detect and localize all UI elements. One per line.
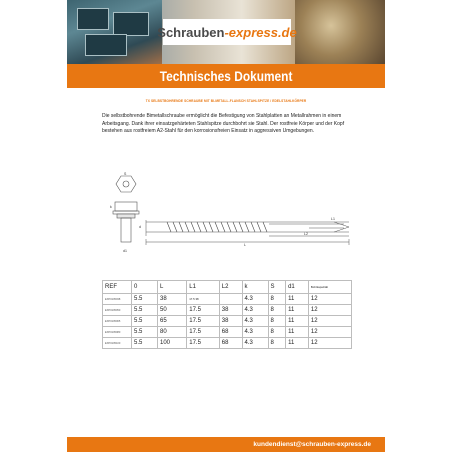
title-banner xyxy=(67,64,385,88)
cell: 5.5 xyxy=(132,316,158,327)
document-page xyxy=(67,0,385,452)
product-subtitle: TX SELBSTBOHRENDE SCHRAUBE MIT BI-METALL-FLANSCH STAHLSPITZE / EDELSTAHLKÖRPER xyxy=(145,99,307,103)
flange xyxy=(113,211,139,214)
brand-logo xyxy=(157,19,297,45)
cell: 100 xyxy=(158,338,187,349)
label-l: L xyxy=(244,243,246,247)
cell: 50 xyxy=(158,305,187,316)
cell: 8 xyxy=(268,316,286,327)
footer-bar xyxy=(67,437,385,452)
hex-head-top-view xyxy=(116,176,136,192)
col-ref: REF xyxy=(103,281,132,294)
label-d1: d1 xyxy=(123,249,127,253)
cell: 4.3 xyxy=(242,338,268,349)
label-l2: L2 xyxy=(304,232,308,236)
cell: 4.3 xyxy=(242,327,268,338)
workbench-photo xyxy=(67,0,162,64)
technical-drawing xyxy=(109,170,354,255)
cell: 12 xyxy=(308,338,351,349)
table-row xyxy=(103,316,352,327)
cell: 4.3 xyxy=(242,305,268,316)
cell: 5.5 xyxy=(132,305,158,316)
cell: 11 xyxy=(286,316,309,327)
cell: 12 xyxy=(308,316,351,327)
logo-text-domain: -express.de xyxy=(224,24,297,40)
cell: 12 xyxy=(308,305,351,316)
cell-ref: EXP0105100 xyxy=(103,338,132,349)
cell: 5.5 xyxy=(132,338,158,349)
cell: 68 xyxy=(219,338,242,349)
col-drilling-capacity: Bohrkapazität xyxy=(308,281,351,294)
cell: 11 xyxy=(286,338,309,349)
label-s: S xyxy=(124,172,127,176)
hex-head-side xyxy=(115,202,137,211)
cell: 8 xyxy=(268,327,286,338)
col-l2: L2 xyxy=(219,281,242,294)
header-photo-banner xyxy=(67,0,385,64)
support-email-link[interactable]: kundendienst@schrauben-express.de xyxy=(253,441,371,448)
cell: 5.5 xyxy=(132,294,158,305)
cell xyxy=(219,294,242,305)
cell: 8 xyxy=(268,338,286,349)
cell: 11 xyxy=(286,294,309,305)
col-diameter: 0 xyxy=(132,281,158,294)
col-s: S xyxy=(268,281,286,294)
table-row xyxy=(103,338,352,349)
cell-ref: EXP0105080 xyxy=(103,327,132,338)
dimensions-table xyxy=(102,280,352,349)
cell: 38 xyxy=(158,294,187,305)
cell: 11 xyxy=(286,327,309,338)
cell: 80 xyxy=(158,327,187,338)
cell: 4.3 xyxy=(242,316,268,327)
cell: 38 xyxy=(219,305,242,316)
cell: 65 xyxy=(158,316,187,327)
col-l1: L1 xyxy=(187,281,220,294)
document-title: Technisches Dokument xyxy=(159,68,293,84)
cell: 8 xyxy=(268,305,286,316)
cell: 68 xyxy=(219,327,242,338)
cell: 17.5 38 xyxy=(187,294,220,305)
table-header-row xyxy=(103,281,352,294)
cell: 17.5 xyxy=(187,327,220,338)
screws-photo xyxy=(295,0,385,64)
cell: 38 xyxy=(219,316,242,327)
label-l1: L1 xyxy=(331,217,335,221)
col-k: k xyxy=(242,281,268,294)
cell-ref: EXP0105065 xyxy=(103,316,132,327)
screw-shank xyxy=(121,218,131,242)
label-k: k xyxy=(110,205,112,209)
cell-ref: EXP0105050 xyxy=(103,305,132,316)
cell: 11 xyxy=(286,305,309,316)
cell: 12 xyxy=(308,327,351,338)
logo-text-main: Schrauben xyxy=(157,24,225,40)
col-d1: d1 xyxy=(286,281,309,294)
label-d: d xyxy=(139,225,141,229)
cell: 17.5 xyxy=(187,338,220,349)
table-row xyxy=(103,327,352,338)
product-description: Die selbstbohrende Bimetallschraube ermöglicht die Befestigung von Stahlplatten an Metallrahmen in einem Arbeitsgang. Dank ihrer einsatzgehärteten Stahlspitze durchbohrt sie Stahl. Der rostfreie Körper und der Kopf bestehen aus rostfreiem A2-Stahl für den korrosionsfreien Einsatz in aggressiven Umgebungen. xyxy=(102,113,345,135)
col-l: L xyxy=(158,281,187,294)
cell: 5.5 xyxy=(132,327,158,338)
thread-hatch xyxy=(167,222,267,232)
table-row xyxy=(103,294,352,305)
cell: 17.5 xyxy=(187,316,220,327)
cell: 4.3 xyxy=(242,294,268,305)
cell-ref: EXP0105038 xyxy=(103,294,132,305)
cell: 17.5 xyxy=(187,305,220,316)
table-row xyxy=(103,305,352,316)
cell: 12 xyxy=(308,294,351,305)
cell: 8 xyxy=(268,294,286,305)
